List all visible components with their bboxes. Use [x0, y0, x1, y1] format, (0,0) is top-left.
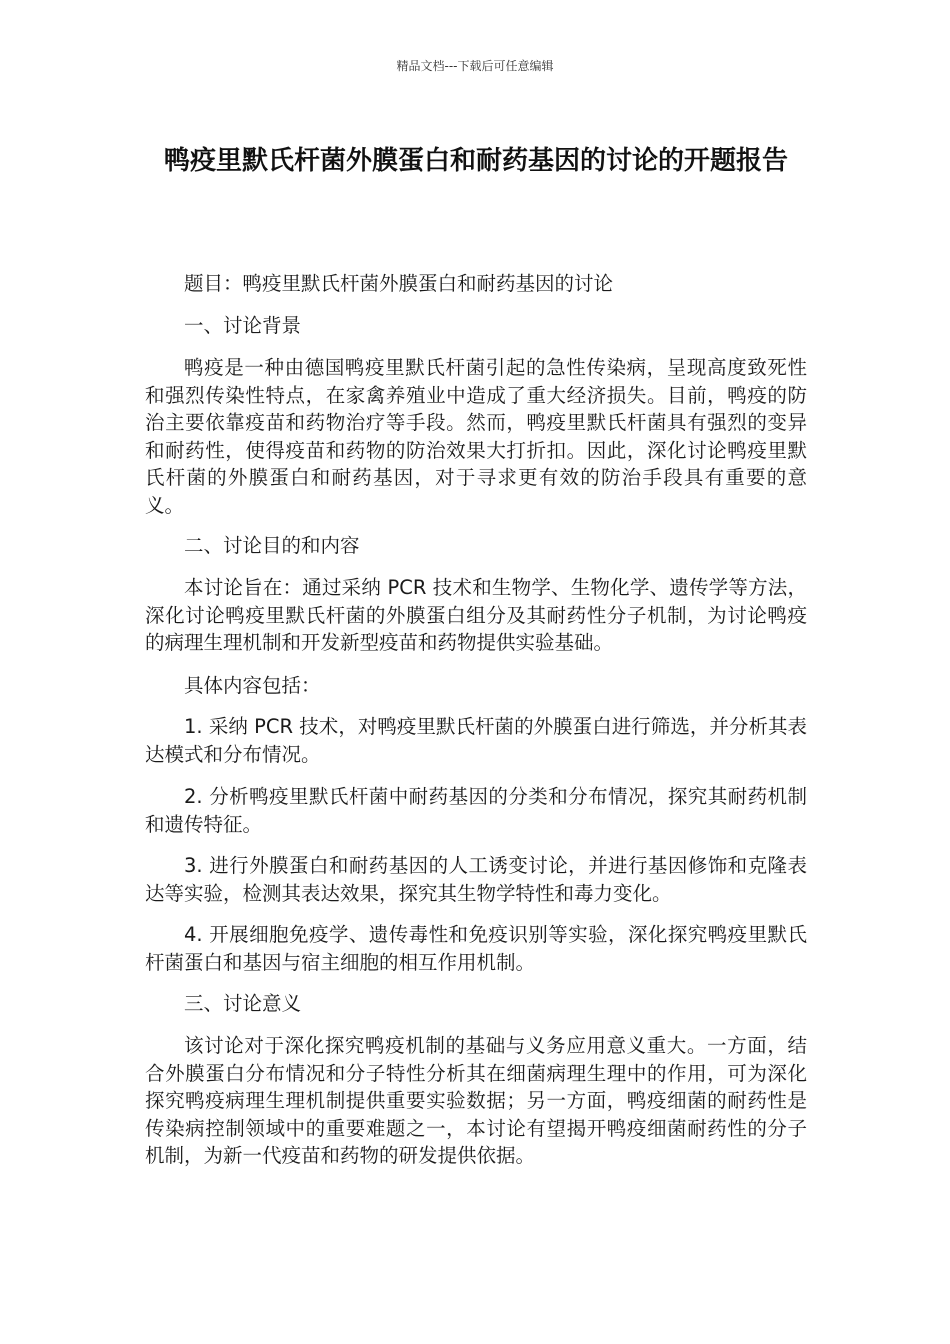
content-item-4: 4. 开展细胞免疫学、遗传毒性和免疫识别等实验，深化探究鸭疫里默氏杆菌蛋白和基因与宿主细胞的相互作用机制。 [145, 923, 807, 974]
header-note: 精品文档---下载后可任意编辑 [396, 59, 554, 73]
content-intro: 具体内容包括： [184, 674, 321, 697]
topic-line: 题目：鸭疫里默氏杆菌外膜蛋白和耐药基因的讨论 [184, 272, 614, 295]
section-heading-background: 一、讨论背景 [184, 314, 302, 337]
section-heading-significance: 三、讨论意义 [184, 992, 302, 1015]
document-title: 鸭疫里默氏杆菌外膜蛋白和耐药基因的讨论的开题报告 [163, 146, 788, 176]
content-item-2: 2. 分析鸭疫里默氏杆菌中耐药基因的分类和分布情况，探究其耐药机制和遗传特征。 [145, 785, 807, 836]
background-paragraph: 鸭疫是一种由德国鸭疫里默氏杆菌引起的急性传染病，呈现高度致死性和强烈传染性特点，在家禽养殖业中造成了重大经济损失。目前，鸭疫的防治主要依靠疫苗和药物治疗等手段。然而，鸭疫里默氏杆菌具有强烈的变异和耐药性，使得疫苗和药物的防治效果大打折扣。因此，深化讨论鸭疫里默氏杆菌的外膜蛋白和耐药基因，对于寻求更有效的防治手段具有重要的意义。 [145, 356, 807, 517]
content-item-1: 1. 采纳 PCR 技术，对鸭疫里默氏杆菌的外膜蛋白进行筛选，并分析其表达模式和分布情况。 [145, 715, 807, 766]
section-heading-objectives: 二、讨论目的和内容 [184, 534, 360, 557]
objectives-paragraph: 本讨论旨在：通过采纳 PCR 技术和生物学、生物化学、遗传学等方法，深化讨论鸭疫里默氏杆菌的外膜蛋白组分及其耐药性分子机制，为讨论鸭疫的病理生理机制和开发新型疫苗和药物提供实验基础。 [145, 576, 807, 654]
significance-paragraph: 该讨论对于深化探究鸭疫机制的基础与义务应用意义重大。一方面，结合外膜蛋白分布情况和分子特性分析其在细菌病理生理中的作用，可为深化探究鸭疫病理生理机制提供重要实验数据；另一方面，鸭疫细菌的耐药性是传染病控制领域中的重要难题之一，本讨论有望揭开鸭疫细菌耐药性的分子机制，为新一代疫苗和药物的研发提供依据。 [145, 1034, 807, 1167]
content-item-3: 3. 进行外膜蛋白和耐药基因的人工诱变讨论，并进行基因修饰和克隆表达等实验，检测其表达效果，探究其生物学特性和毒力变化。 [145, 854, 807, 905]
